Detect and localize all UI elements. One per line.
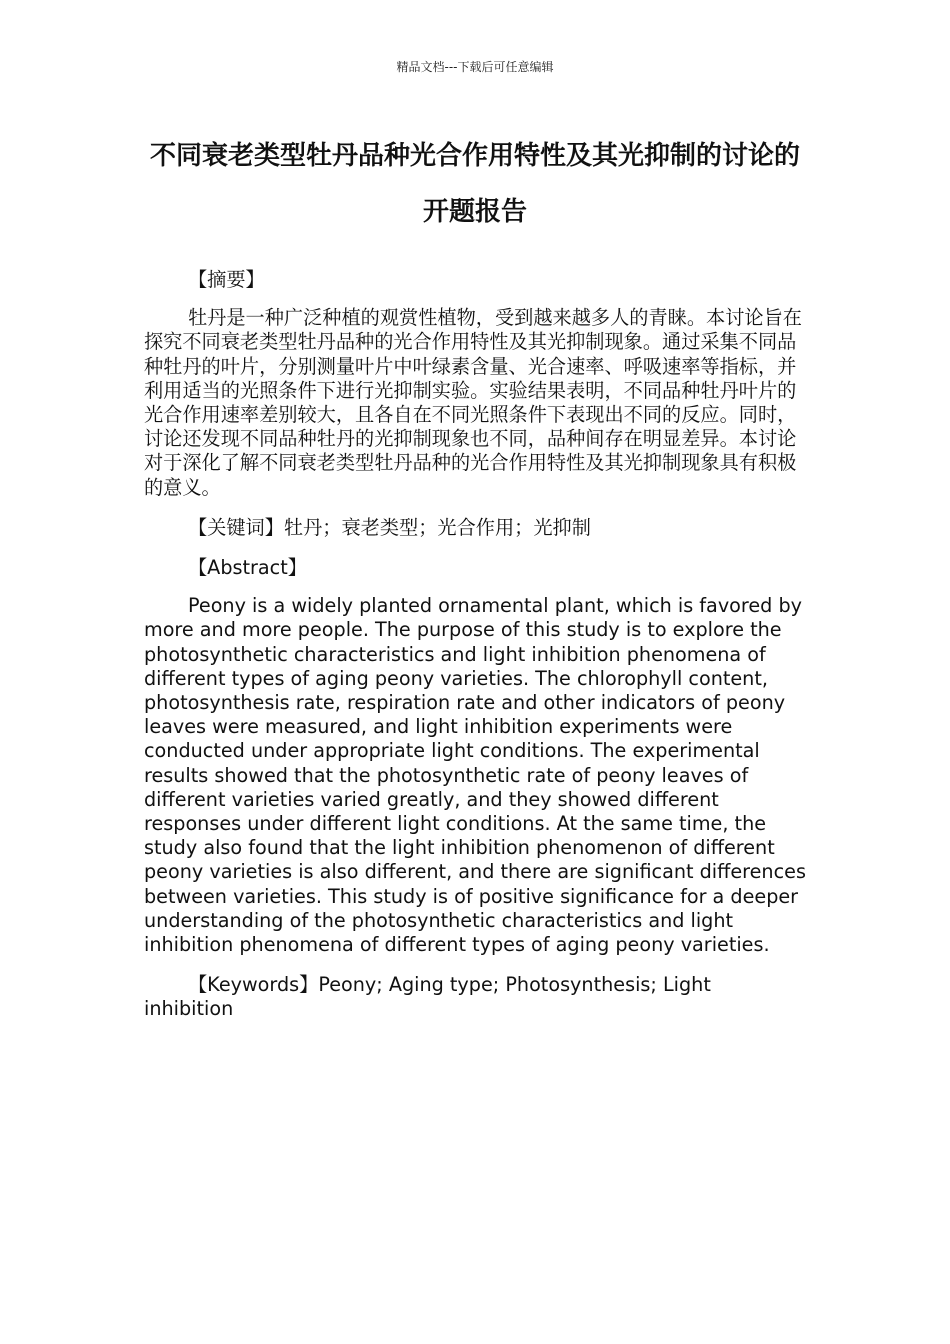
document-title: 不同衰老类型牡丹品种光合作用特性及其光抑制的讨论的开题报告 bbox=[149, 141, 800, 227]
abstract-cn-heading: 【摘要】 bbox=[188, 268, 265, 291]
abstract-en-body: Peony is a widely planted ornamental plant, which is favored by more and more people. The purpose of this study is to explore the photosynthetic characteristics and light inhibition phenomena of different types of aging peony varieties. The chlorophyll content, photosynthesis rate, respiration rate and other indicators of peony leaves were measured, and light inhibition experiments were conducted under appropriate light conditions. The experimental results showed that the photosynthetic rate of peony leaves of different varieties varied greatly, and they showed different responses under different light conditions. At the same time, the study also found that the light inhibition phenomenon of different peony varieties is also different, and there are significant differences between varieties. This study is of positive significance for a deeper understanding of the photosynthetic characteristics and light inhibition phenomena of different types of aging peony varieties. bbox=[144, 594, 806, 957]
keywords-cn: 【关键词】牡丹；衰老类型；光合作用；光抑制 bbox=[188, 515, 591, 539]
page-header: 精品文档---下载后可任意编辑 bbox=[396, 60, 554, 74]
document-body bbox=[144, 268, 806, 1038]
keywords-en: 【Keywords】Peony; Aging type; Photosynthesis; Light inhibition bbox=[144, 973, 711, 1021]
abstract-cn-body: 牡丹是一种广泛种植的观赏性植物，受到越来越多人的青睐。本讨论旨在探究不同衰老类型牡丹品种的光合作用特性及其光抑制现象。通过采集不同品种牡丹的叶片，分别测量叶片中叶绿素含量、光合速率、呼吸速率等指标，并利用适当的光照条件下进行光抑制实验。实验结果表明，不同品种牡丹叶片的光合作用速率差别较大，且各自在不同光照条件下表现出不同的反应。同时，讨论还发现不同品种牡丹的光抑制现象也不同，品种间存在明显差异。本讨论对于深化了解不同衰老类型牡丹品种的光合作用特性及其光抑制现象具有积极的意义。 bbox=[144, 306, 802, 499]
abstract-en-heading: 【Abstract】 bbox=[188, 556, 307, 580]
